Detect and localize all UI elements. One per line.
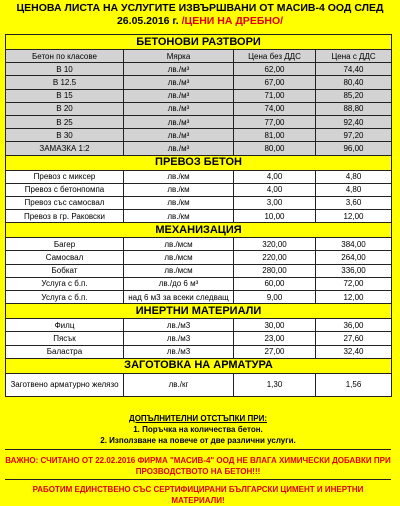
item-unit: лв./м3 [124,345,234,358]
price-net: 80,00 [234,142,316,155]
price-gross: 264,00 [316,251,392,264]
section-title: БЕТОНОВИ РАЗТВОРИ [6,35,392,50]
price-net: 1,30 [234,373,316,396]
table-row [6,373,392,396]
item-unit: лв./м³ [124,76,234,89]
column-header: Цена без ДДС [234,50,316,63]
price-net: 67,00 [234,76,316,89]
section-title: ЗАГОТОВКА НА АРМАТУРА [6,358,392,373]
title-date: 26.05.2016 г. [116,15,182,27]
table-row [6,129,392,142]
item-name: В 30 [6,129,124,142]
price-net: 74,00 [234,102,316,115]
section-rebar [6,358,392,373]
discounts-item-2: 2. Използване на повече от две различни услуги. [100,436,296,445]
price-list-title [0,2,400,28]
item-name: Услуга с б.п. [6,291,124,304]
divider [5,479,391,480]
price-net: 10,00 [234,210,316,223]
price-net: 81,00 [234,129,316,142]
item-unit: лв./мсм [124,238,234,251]
section-transport [6,155,392,170]
table-row [6,183,392,196]
item-name: Багер [6,238,124,251]
item-unit: лв./кг [124,373,234,396]
price-gross: 36,00 [316,319,392,332]
warning-text: ВАЖНО: СЧИТАНО ОТ 22.02.2016 ФИРМА "МАСИВ-4" ООД НЕ ВЛАГА ХИМИЧЕСКИ ДОБАВКИ ПРИ ПРОЗВОДСТВОТО НА БЕТОН!!! [5,456,391,476]
item-unit: лв./км [124,196,234,209]
price-net: 3,00 [234,196,316,209]
price-net: 77,00 [234,115,316,128]
table-row [6,291,392,304]
item-name: Самосвал [6,251,124,264]
item-name: Заготвено арматурно желязо [6,373,124,396]
table-row [6,319,392,332]
item-unit: лв./км [124,170,234,183]
item-unit: над 6 м3 за всеки следващ [124,291,234,304]
price-gross: 74,40 [316,63,392,76]
item-unit: лв./км [124,210,234,223]
section-concrete [6,35,392,50]
item-unit: лв./м3 [124,332,234,345]
price-net: 280,00 [234,264,316,277]
price-gross: 4,80 [316,170,392,183]
column-header: Цена с ДДС [316,50,392,63]
table-row [6,102,392,115]
title-line-1: ЦЕНОВА ЛИСТА НА УСЛУГИТЕ ИЗВЪРШВАНИ ОТ МАСИВ-4 ООД СЛЕД [16,2,384,14]
price-net: 4,00 [234,183,316,196]
price-gross: 96,00 [316,142,392,155]
discounts-item-1: 1. Поръчка на количества бетон. [133,425,263,434]
item-name: Бобкат [6,264,124,277]
table-row [6,89,392,102]
item-unit: лв./м³ [124,63,234,76]
price-gross: 12,00 [316,291,392,304]
item-name: Превоз с бетонпомпа [6,183,124,196]
price-net: 60,00 [234,277,316,290]
table-row [6,76,392,89]
price-gross: 97,20 [316,129,392,142]
table-row [6,264,392,277]
table-row [6,196,392,209]
divider [5,449,391,450]
price-gross: 80,40 [316,76,392,89]
table-row [6,115,392,128]
table-row [6,277,392,290]
item-name: Превоз в гр. Раковски [6,210,124,223]
price-net: 30,00 [234,319,316,332]
item-unit: лв./м3 [124,319,234,332]
price-gross: 3,60 [316,196,392,209]
price-gross: 85,20 [316,89,392,102]
item-unit: лв./до 6 м³ [124,277,234,290]
table-row [6,142,392,155]
price-gross: 384,00 [316,238,392,251]
item-unit: лв./мсм [124,264,234,277]
price-table [5,34,392,397]
item-name: Филц [6,319,124,332]
item-name: Превоз с миксер [6,170,124,183]
item-unit: лв./м³ [124,115,234,128]
certified-text: РАБОТИМ ЕДИНСТВЕНО СЪС СЕРТИФИЦИРАНИ БЪЛГАРСКИ ЦИМЕНТ И ИНЕРТНИ МАТЕРИАЛИ! [32,485,364,505]
price-net: 23,00 [234,332,316,345]
price-net: 220,00 [234,251,316,264]
item-name: Услуга с б.п. [6,277,124,290]
section-title: ИНЕРТНИ МАТЕРИАЛИ [6,304,392,319]
section-title: ПРЕВОЗ БЕТОН [6,155,392,170]
table-row [6,251,392,264]
column-header: Бетон по класове [6,50,124,63]
item-unit: лв./км [124,183,234,196]
item-name: В 10 [6,63,124,76]
price-net: 71,00 [234,89,316,102]
column-header: Мярка [124,50,234,63]
price-gross: 27,60 [316,332,392,345]
table-header-row [6,50,392,63]
section-mechanization [6,223,392,238]
item-name: ЗАМАЗКА 1:2 [6,142,124,155]
item-unit: лв./м³ [124,142,234,155]
item-unit: лв./м³ [124,89,234,102]
item-name: Превоз със самосвал [6,196,124,209]
item-name: В 12.5 [6,76,124,89]
price-net: 9,00 [234,291,316,304]
discounts-title: ДОПЪЛНИТЕЛНИ ОТСТЪПКИ ПРИ: [129,414,267,423]
table-row [6,238,392,251]
title-line-2 [0,15,400,28]
price-gross: 32,40 [316,345,392,358]
item-name: В 25 [6,115,124,128]
price-net: 62,00 [234,63,316,76]
item-unit: лв./мсм [124,251,234,264]
price-gross: 92,40 [316,115,392,128]
price-gross: 72,00 [316,277,392,290]
price-gross: 336,00 [316,264,392,277]
section-materials [6,304,392,319]
item-unit: лв./м³ [124,102,234,115]
price-net: 4,00 [234,170,316,183]
table-row [6,210,392,223]
price-gross: 88,80 [316,102,392,115]
table-row [6,345,392,358]
price-gross: 12,00 [316,210,392,223]
title-retail: /ЦЕНИ НА ДРЕБНО/ [181,15,284,27]
item-name: Пясък [6,332,124,345]
item-name: В 15 [6,89,124,102]
table-row [6,332,392,345]
section-title: МЕХАНИЗАЦИЯ [6,223,392,238]
price-gross: 1,56 [316,373,392,396]
price-net: 27,00 [234,345,316,358]
price-gross: 4,80 [316,183,392,196]
price-net: 320,00 [234,238,316,251]
item-name: Баластра [6,345,124,358]
item-unit: лв./м³ [124,129,234,142]
item-name: В 20 [6,102,124,115]
table-row [6,63,392,76]
table-row [6,170,392,183]
discounts-note [5,413,391,446]
